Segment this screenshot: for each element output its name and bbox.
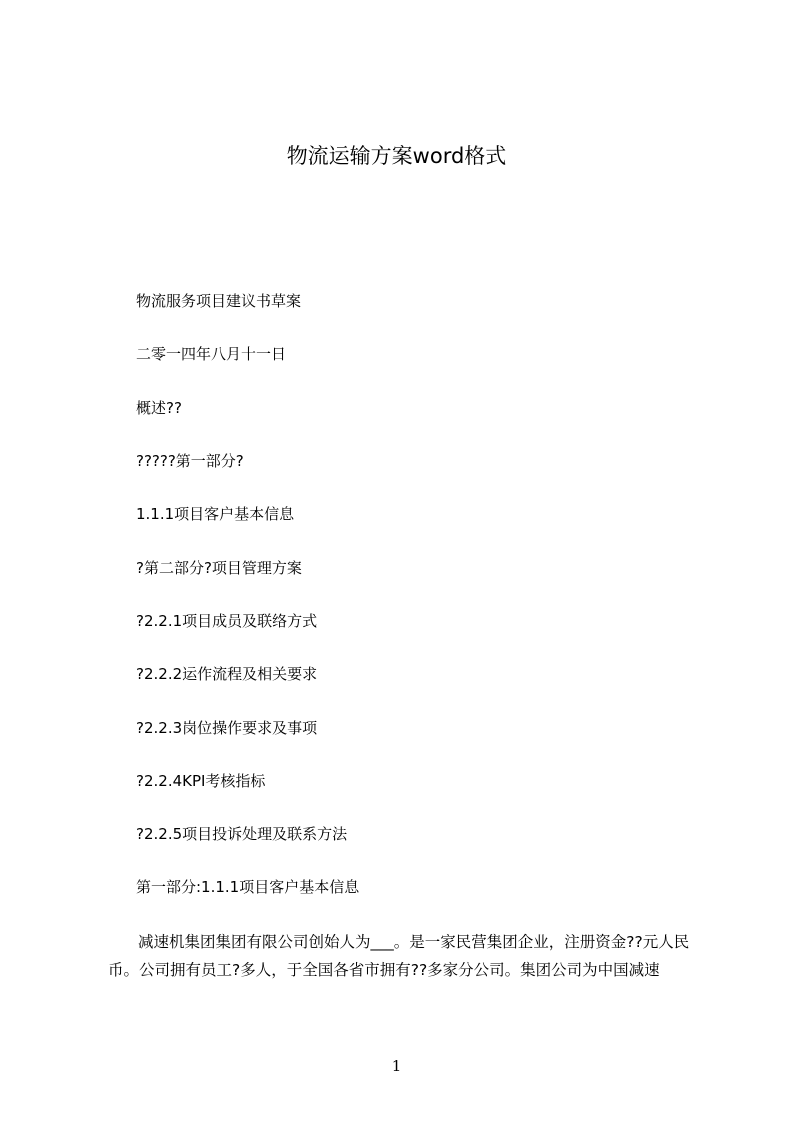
body-paragraph [108,928,700,984]
toc-line-proposal-title: 物流服务项目建议书草案 [136,292,302,310]
toc-line-2-2-2: ?2.2.2运作流程及相关要求 [136,665,318,683]
toc-line-2-2-4: ?2.2.4KPI考核指标 [136,772,266,790]
page-number: 1 [391,1057,402,1075]
toc-line-2-2-1: ?2.2.1项目成员及联络方式 [136,612,318,630]
toc-line-1-1-1: 1.1.1项目客户基本信息 [136,505,295,523]
toc-line-overview: 概述?? [136,399,182,417]
document-title: 物流运输方案word格式 [286,144,507,168]
toc-line-2-2-3: ?2.2.3岗位操作要求及事项 [136,719,318,737]
body-paragraph-text: 减速机集团集团有限公司创始人为___。是一家民营集团企业，注册资金??元人民币。公司拥有员工?多人，于全国各省市拥有??多家分公司。集团公司为中国减速 [108,933,690,979]
toc-line-2-2-5: ?2.2.5项目投诉处理及联系方法 [136,825,348,843]
toc-line-date: 二零一四年八月十一日 [136,345,287,363]
toc-line-part-two: ?第二部分?项目管理方案 [136,559,302,577]
toc-line-part-one: ?????第一部分? [136,452,244,470]
section-heading-part-one: 第一部分:1.1.1项目客户基本信息 [136,878,360,896]
